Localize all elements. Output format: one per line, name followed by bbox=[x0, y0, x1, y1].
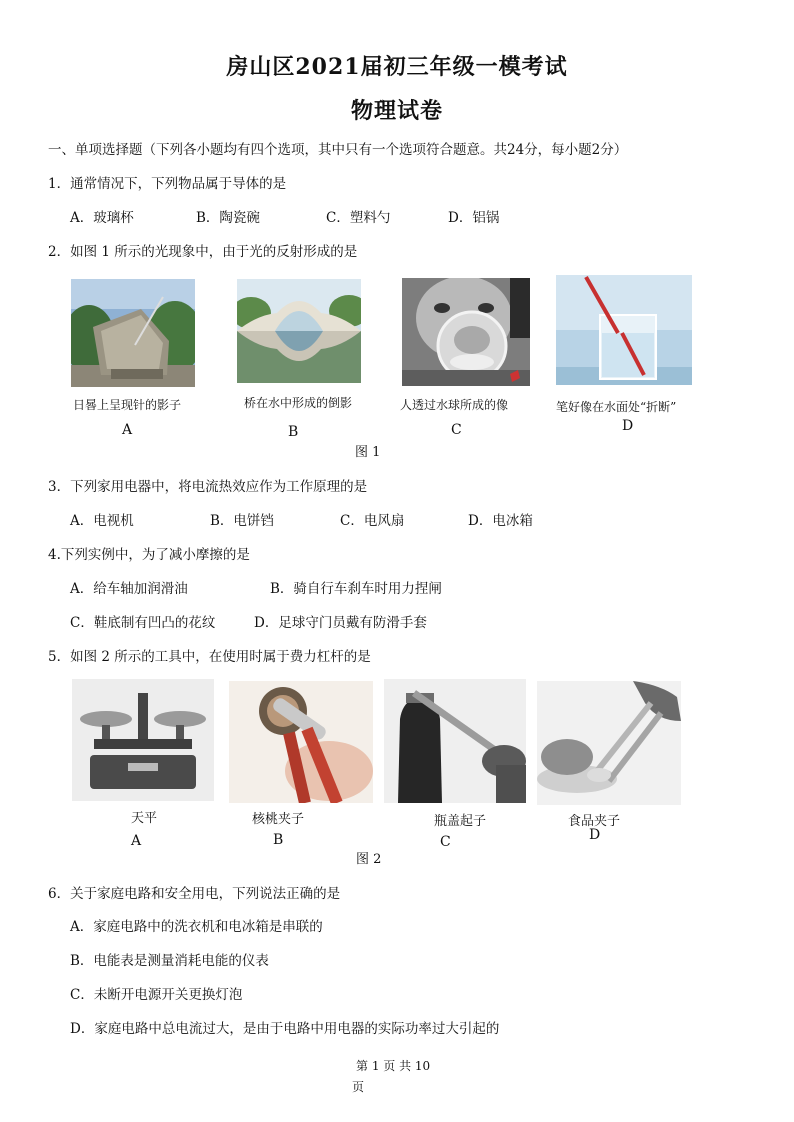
question-3-stem: 3．下列家用电器中，将电流热效应作为工作原理的是 bbox=[48, 479, 368, 495]
q3-option-b: B．电饼铛 bbox=[210, 513, 274, 529]
fig1-caption-a: 日晷上呈现针的影子 bbox=[73, 398, 182, 412]
bridge-reflection-photo bbox=[237, 279, 361, 383]
fig1-letter-a: A bbox=[122, 422, 133, 438]
fig1-letter-d: D bbox=[622, 418, 634, 434]
bottle-opener-photo bbox=[384, 679, 526, 803]
question-5-stem: 5．如图 2 所示的工具中，在使用时属于费力杠杆的是 bbox=[48, 649, 371, 665]
q6-option-b: B．电能表是测量消耗电能的仪表 bbox=[70, 953, 269, 969]
fig1-caption-c: 人透过水球所成的像 bbox=[400, 398, 509, 412]
q3-option-c: C．电风扇 bbox=[340, 513, 405, 529]
question-4-stem: 4.下列实例中，为了减小摩擦的是 bbox=[48, 547, 250, 563]
fig2-letter-d: D bbox=[589, 827, 601, 843]
fig1-letter-b: B bbox=[288, 424, 299, 440]
balance-scale-photo bbox=[72, 679, 214, 801]
page-number: 第 1 页 共 10 bbox=[356, 1059, 431, 1073]
q6-option-a: A．家庭电路中的洗衣机和电冰箱是串联的 bbox=[70, 919, 323, 935]
q4-option-b: B．骑自行车刹车时用力捏闸 bbox=[270, 581, 442, 597]
question-6-stem: 6．关于家庭电路和安全用电，下列说法正确的是 bbox=[48, 886, 341, 902]
q3-option-d: D．电冰箱 bbox=[468, 513, 533, 529]
q1-option-b: B．陶瓷碗 bbox=[196, 210, 260, 226]
fig2-caption-b: 核桃夹子 bbox=[252, 812, 305, 827]
fig2-letter-b: B bbox=[273, 832, 284, 848]
page-subtitle: 物理试卷 bbox=[350, 98, 443, 124]
question-1-stem: 1．通常情况下，下列物品属于导体的是 bbox=[48, 176, 287, 192]
q4-option-c: C．鞋底制有凹凸的花纹 bbox=[70, 615, 216, 631]
water-ball-photo bbox=[402, 278, 530, 386]
pen-in-water-photo bbox=[556, 275, 692, 385]
q4-option-a: A．给车轴加润滑油 bbox=[70, 581, 188, 597]
page-number-continued: 页 bbox=[352, 1080, 365, 1094]
fig1-caption-b: 桥在水中形成的倒影 bbox=[244, 396, 353, 410]
food-tongs-photo bbox=[537, 681, 681, 805]
q4-option-d: D．足球守门员戴有防滑手套 bbox=[254, 615, 427, 631]
q1-option-c: C．塑料勺 bbox=[326, 210, 391, 226]
fig2-caption-c: 瓶盖起子 bbox=[434, 814, 487, 829]
fig1-caption-d: 笔好像在水面处“折断” bbox=[556, 400, 677, 414]
sundial-photo bbox=[71, 279, 195, 387]
fig2-caption-d: 食品夹子 bbox=[568, 814, 621, 829]
q6-option-c: C．未断开电源开关更换灯泡 bbox=[70, 987, 243, 1003]
figure-2-label: 图 2 bbox=[356, 852, 382, 867]
fig1-letter-c: C bbox=[451, 422, 462, 438]
fig2-caption-a: 天平 bbox=[131, 811, 158, 826]
fig2-letter-a: A bbox=[131, 833, 142, 849]
section-heading: 一、单项选择题（下列各小题均有四个选项，其中只有一个选项符合题意。共24分，每小题2分） bbox=[48, 142, 628, 158]
q1-option-d: D．铝锅 bbox=[448, 210, 500, 226]
q6-option-d: D．家庭电路中总电流过大，是由于电路中用电器的实际功率过大引起的 bbox=[70, 1021, 500, 1037]
q3-option-a: A．电视机 bbox=[70, 513, 134, 529]
question-2-stem: 2．如图 1 所示的光现象中，由于光的反射形成的是 bbox=[48, 244, 358, 260]
fig2-letter-c: C bbox=[440, 834, 451, 850]
page-title: 房山区2021届初三年级一模考试 bbox=[226, 54, 568, 80]
q1-option-a: A．玻璃杯 bbox=[70, 210, 134, 226]
figure-1-label: 图 1 bbox=[355, 445, 381, 460]
nutcracker-photo bbox=[229, 681, 373, 803]
